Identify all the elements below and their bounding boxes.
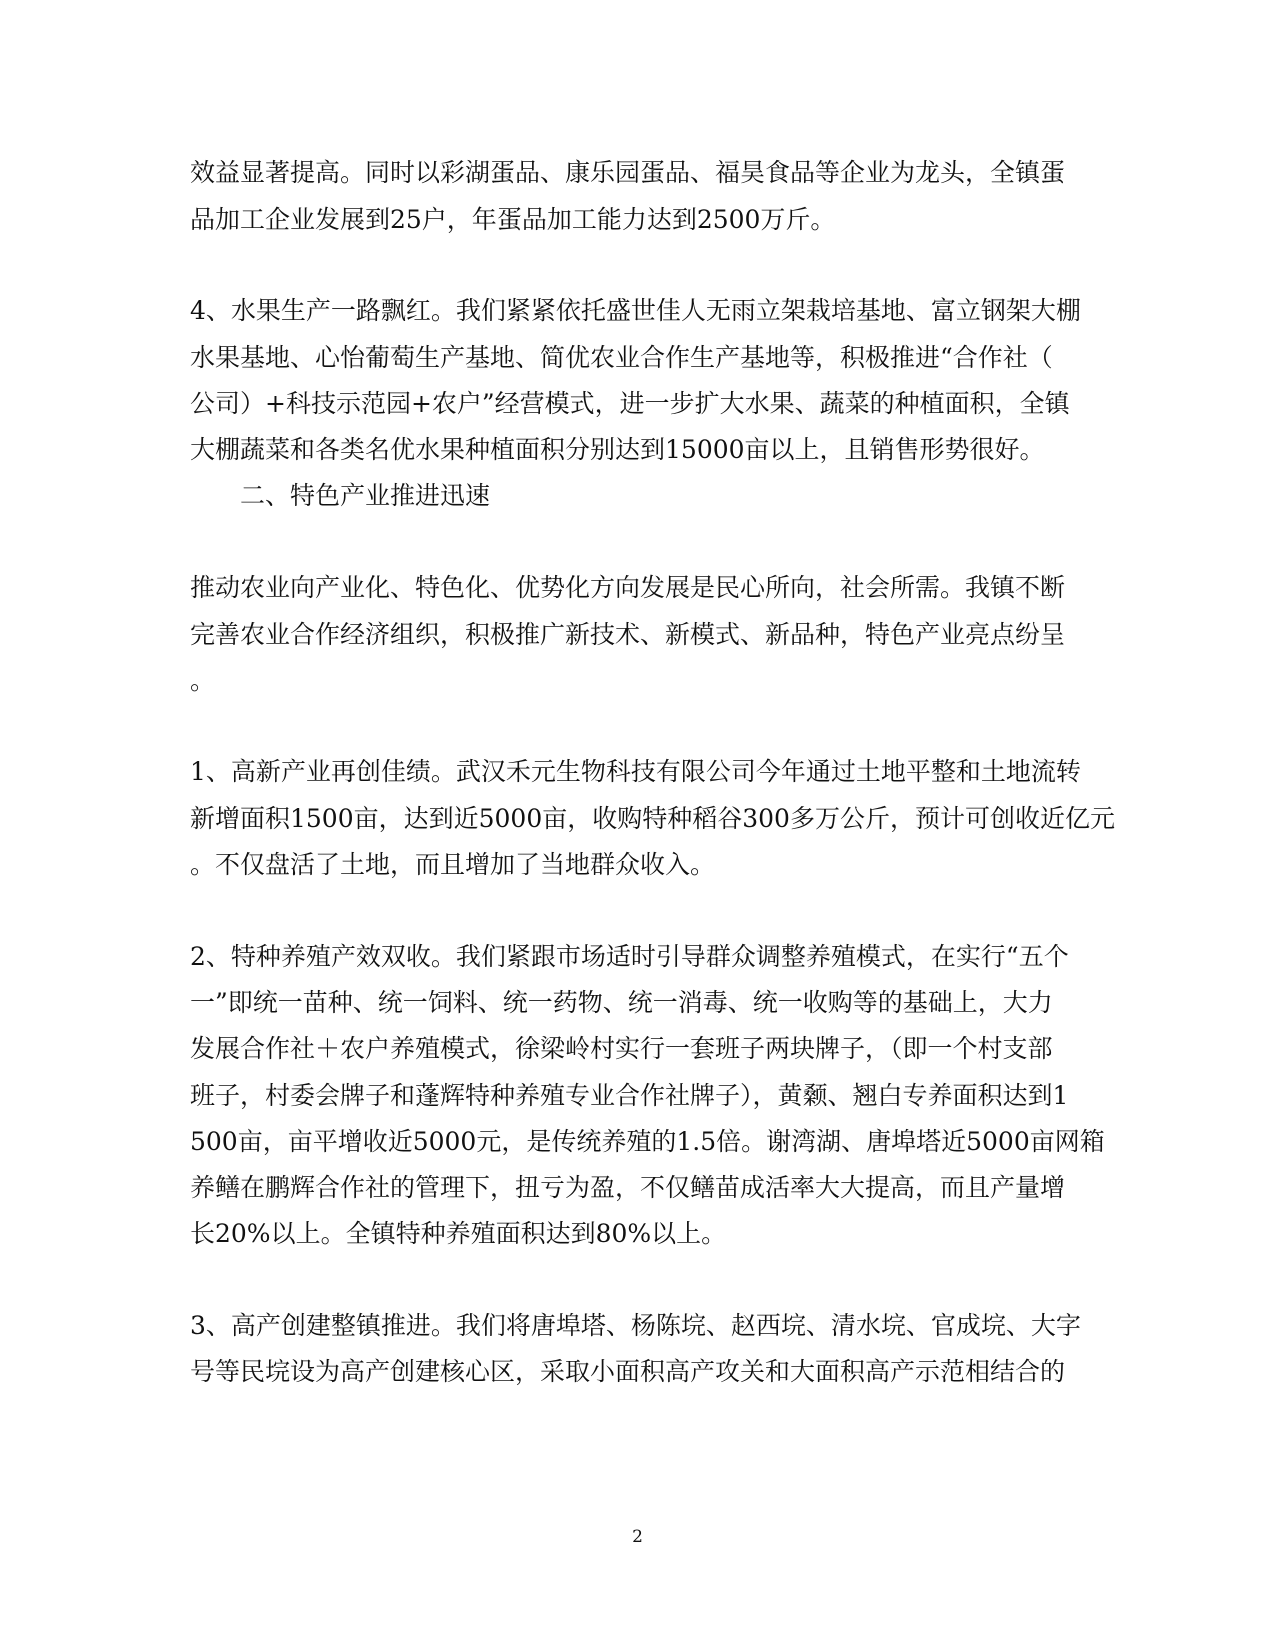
text-line: 推动农业向产业化、特色化、优势化方向发展是民心所向，社会所需。我镇不断	[190, 573, 1066, 602]
text-line: 水果基地、心怡葡萄生产基地、简优农业合作生产基地等，积极推进“合作社（	[190, 343, 1053, 372]
section-heading: 二、特色产业推进迅速	[240, 481, 491, 510]
text-line: 公司）+科技示范园+农户”经营模式，进一步扩大水果、蔬菜的种植面积，全镇	[190, 389, 1070, 418]
text-line: 新增面积1500亩，达到近5000亩，收购特种稻谷300多万公斤，预计可创收近亿元	[190, 804, 1115, 833]
text-line: 4、水果生产一路飘红。我们紧紧依托盛世佳人无雨立架栽培基地、富立钢架大棚	[190, 296, 1081, 325]
text-line: 2、特种养殖产效双收。我们紧跟市场适时引导群众调整养殖模式，在实行“五个	[190, 942, 1069, 971]
text-line: 一”即统一苗种、统一饲料、统一药物、统一消毒、统一收购等的基础上，大力	[190, 988, 1053, 1017]
page-number: 2	[632, 1527, 643, 1547]
text-line: 养鳝在鹏辉合作社的管理下，扭亏为盈，不仅鳝苗成活率大大提高，而且产量增	[190, 1173, 1066, 1202]
text-line: 长20%以上。全镇特种养殖面积达到80%以上。	[190, 1219, 727, 1248]
text-line: 500亩，亩平增收近5000元，是传统养殖的1.5倍。谢湾湖、唐埠塔近5000亩网箱	[190, 1127, 1105, 1156]
text-line: 完善农业合作经济组织，积极推广新技术、新模式、新品种，特色产业亮点纷呈	[190, 620, 1066, 649]
text-line: 。不仅盘活了土地，而且增加了当地群众收入。	[190, 850, 716, 879]
text-line: 品加工企业发展到25户，年蛋品加工能力达到2500万斤。	[190, 205, 836, 234]
text-line: 班子，村委会牌子和蓬辉特种养殖专业合作社牌子），黄颡、翘白专养面积达到1	[190, 1081, 1069, 1110]
text-line: 1、高新产业再创佳绩。武汉禾元生物科技有限公司今年通过土地平整和土地流转	[190, 757, 1081, 786]
text-line: 3、高产创建整镇推进。我们将唐埠塔、杨陈垸、赵西垸、清水垸、官成垸、大字	[190, 1311, 1081, 1340]
text-line: 大棚蔬菜和各类名优水果种植面积分别达到15000亩以上，且销售形势很好。	[190, 435, 1045, 464]
text-line: 。	[190, 666, 216, 695]
text-line: 发展合作社＋农户养殖模式，徐梁岭村实行一套班子两块牌子，（即一个村支部	[190, 1034, 1053, 1063]
text-line: 效益显著提高。同时以彩湖蛋品、康乐园蛋品、福昊食品等企业为龙头，全镇蛋	[190, 158, 1066, 187]
text-line: 号等民垸设为高产创建核心区，采取小面积高产攻关和大面积高产示范相结合的	[190, 1357, 1066, 1386]
